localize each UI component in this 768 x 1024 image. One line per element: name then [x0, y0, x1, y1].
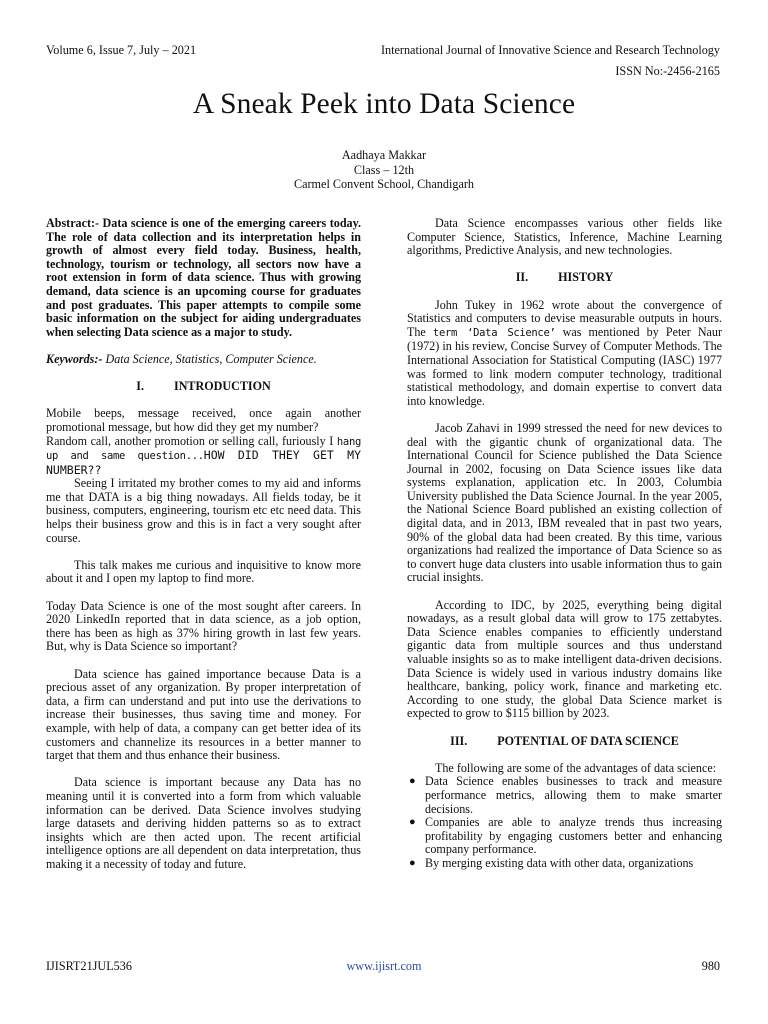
section-title: POTENTIAL OF DATA SCIENCE [497, 733, 679, 748]
paragraph [407, 299, 722, 409]
advantages-list [407, 775, 722, 870]
paper-title: A Sneak Peek into Data Science [192, 88, 576, 120]
bullet-icon: ● [409, 816, 416, 829]
issn: ISSN No:-2456-2165 [615, 64, 720, 78]
abstract-label: Abstract:- [46, 216, 100, 230]
abstract [46, 217, 361, 339]
bullet-icon: ● [409, 775, 416, 788]
footer-website [0, 959, 768, 974]
keywords-text: Data Science, Statistics, Computer Science. [102, 351, 317, 366]
paragraph: Data Science encompasses various other fields like Computer Science, Statistics, Inference, Machine Learning algorithms, Predictive Analysis, and new technologies. [407, 216, 722, 258]
section-title: HISTORY [558, 270, 614, 285]
handwritten-style-text: hang up and same question... [46, 435, 361, 463]
paragraph [46, 435, 361, 478]
handwritten-style-caps: HOW DID THEY GET MY NUMBER?? [46, 448, 361, 477]
keywords [46, 353, 361, 367]
page-number: 980 [701, 959, 720, 973]
list-item [407, 857, 722, 871]
paper-code: IJISRT21JUL536 [46, 959, 132, 973]
paragraph-text: Random call, another promotion or selling call, furiously I [46, 433, 337, 448]
paragraph: Today Data Science is one of the most sought after careers. In 2020 LinkedIn reported that in data science, as a job option, there has been as high as 37% hiring growth in last few years. But, why is Data Science so important? [46, 598, 361, 654]
paragraph: Seeing I irritated my brother comes to my aid and informs me that DATA is a big thing nowadays. All fields today, be it business, computers, engineering, tourism etc etc need data. This helps their business grow and this is in fact a very sought after course. [46, 476, 361, 545]
section-heading-history [407, 271, 722, 285]
term-data-science: term ‘Data Science’ [432, 326, 556, 339]
list-item-text: Companies are able to analyze trends thus increasing profitability by engaging customers better and enhancing company performance. [425, 815, 722, 857]
website-link[interactable]: www.ijisrt.com [346, 959, 422, 973]
author-class: Class – 12th [353, 162, 415, 177]
paragraph-text: was mentioned by Peter Naur (1972) in his review, Concise Survey of Computer Methods. The International Association for Statistical Computing (IASC) 1977 was formed to link modern computer technology, traditional statistical methodology, and domain expertise to convert data into knowledge. [407, 324, 723, 408]
bullet-icon: ● [409, 856, 416, 869]
paragraph: According to IDC, by 2025, everything being digital nowadays, as a result global data will grow to 175 zettabytes. Data Science enables companies to efficiently understand gigantic data from multiple sources and thus understand valuable insights so as to make intelligent data-driven decisions. Data Science is widely used in various industry domains like healthcare, banking, policy work, finance and marketing etc. According to one study, the global Data Science market is expected to grow to $115 billion by 2023. [407, 597, 722, 721]
section-number: I. [136, 379, 144, 394]
volume-issue: Volume 6, Issue 7, July – 2021 [46, 43, 197, 57]
section-heading-introduction [46, 380, 361, 394]
list-item-text: Data Science enables businesses to track and measure performance metrics, allowing them to make smarter decisions. [425, 774, 722, 816]
list-item [407, 816, 722, 857]
paragraph: This talk makes me curious and inquisitive to know more about it and I open my laptop to find more. [46, 557, 361, 586]
list-item-text: By merging existing data with other data, organizations [425, 855, 694, 870]
section-number: III. [450, 733, 468, 748]
paragraph: Mobile beeps, message received, once again another promotional message, but how did they get my number? [46, 406, 361, 434]
paragraph: Data science is important because any Data has no meaning until it is converted into a form from which valuable information can be derived. Data Science involves studying large datasets and deriving hidden patterns so as to extract insights which are then acted upon. The recent artificial intelligence options are all dependent on data interpretation, thus making it a necessity of today and future. [46, 775, 361, 871]
section-number: II. [515, 270, 529, 285]
section-title: INTRODUCTION [173, 379, 271, 394]
paragraph: The following are some of the advantages of data science: [435, 760, 717, 775]
author-school: Carmel Convent School, Chandigarh [293, 177, 475, 191]
abstract-text: Data science is one of the emerging careers today. The role of data collection and its interpretation helps in growth of almost every field today. Business, health, technology, tourism or technology, all sectors now have a root extension in form of data science. Thus with growing demand, data science is an upcoming course for graduates and post graduates. This paper attempts to compile some basic information on the subject for aiding undergraduates when selecting Data science as a major to study. [46, 216, 361, 339]
keywords-label: Keywords:- [46, 351, 103, 366]
author-block [0, 148, 768, 192]
paragraph: Data science has gained importance because Data is a precious asset of any organization. By proper interpretation of data, a firm can understand and put into use the derivations to increase their businesses, thus saving time and money. For example, with help of data, a company can get better idea of its customers and channelize its resources in a better manner to target that them and thus enhance their business. [46, 666, 361, 763]
left-column [46, 217, 361, 872]
paragraph-text: John Tukey in 1962 wrote about the convergence of Statistics and computers to devise measurable outputs in hours. The [407, 297, 722, 339]
list-item [407, 775, 722, 816]
right-column [407, 217, 722, 871]
section-heading-potential [407, 735, 722, 749]
paragraph: Jacob Zahavi in 1999 stressed the need for new devices to deal with the gigantic chunk of organizational data. The International Council for Science published the Data Science Journal in 2002, focusing on Data Science issues like data systems explanation, application etc. In 2003, Columbia University published the Data Science Journal. In the year 2005, the National Science Board published an existing collection of digital data, and in 2013, IBM revealed that in past two years, 90% of the global data had been created. By this time, various organizations had realized the importance of Data Science so as to convert huge data clusters into usable information thus to gain crucial insights. [407, 420, 722, 585]
journal-name: International Journal of Innovative Science and Research Technology [380, 43, 720, 57]
author-name: Aadhaya Makkar [341, 148, 427, 162]
